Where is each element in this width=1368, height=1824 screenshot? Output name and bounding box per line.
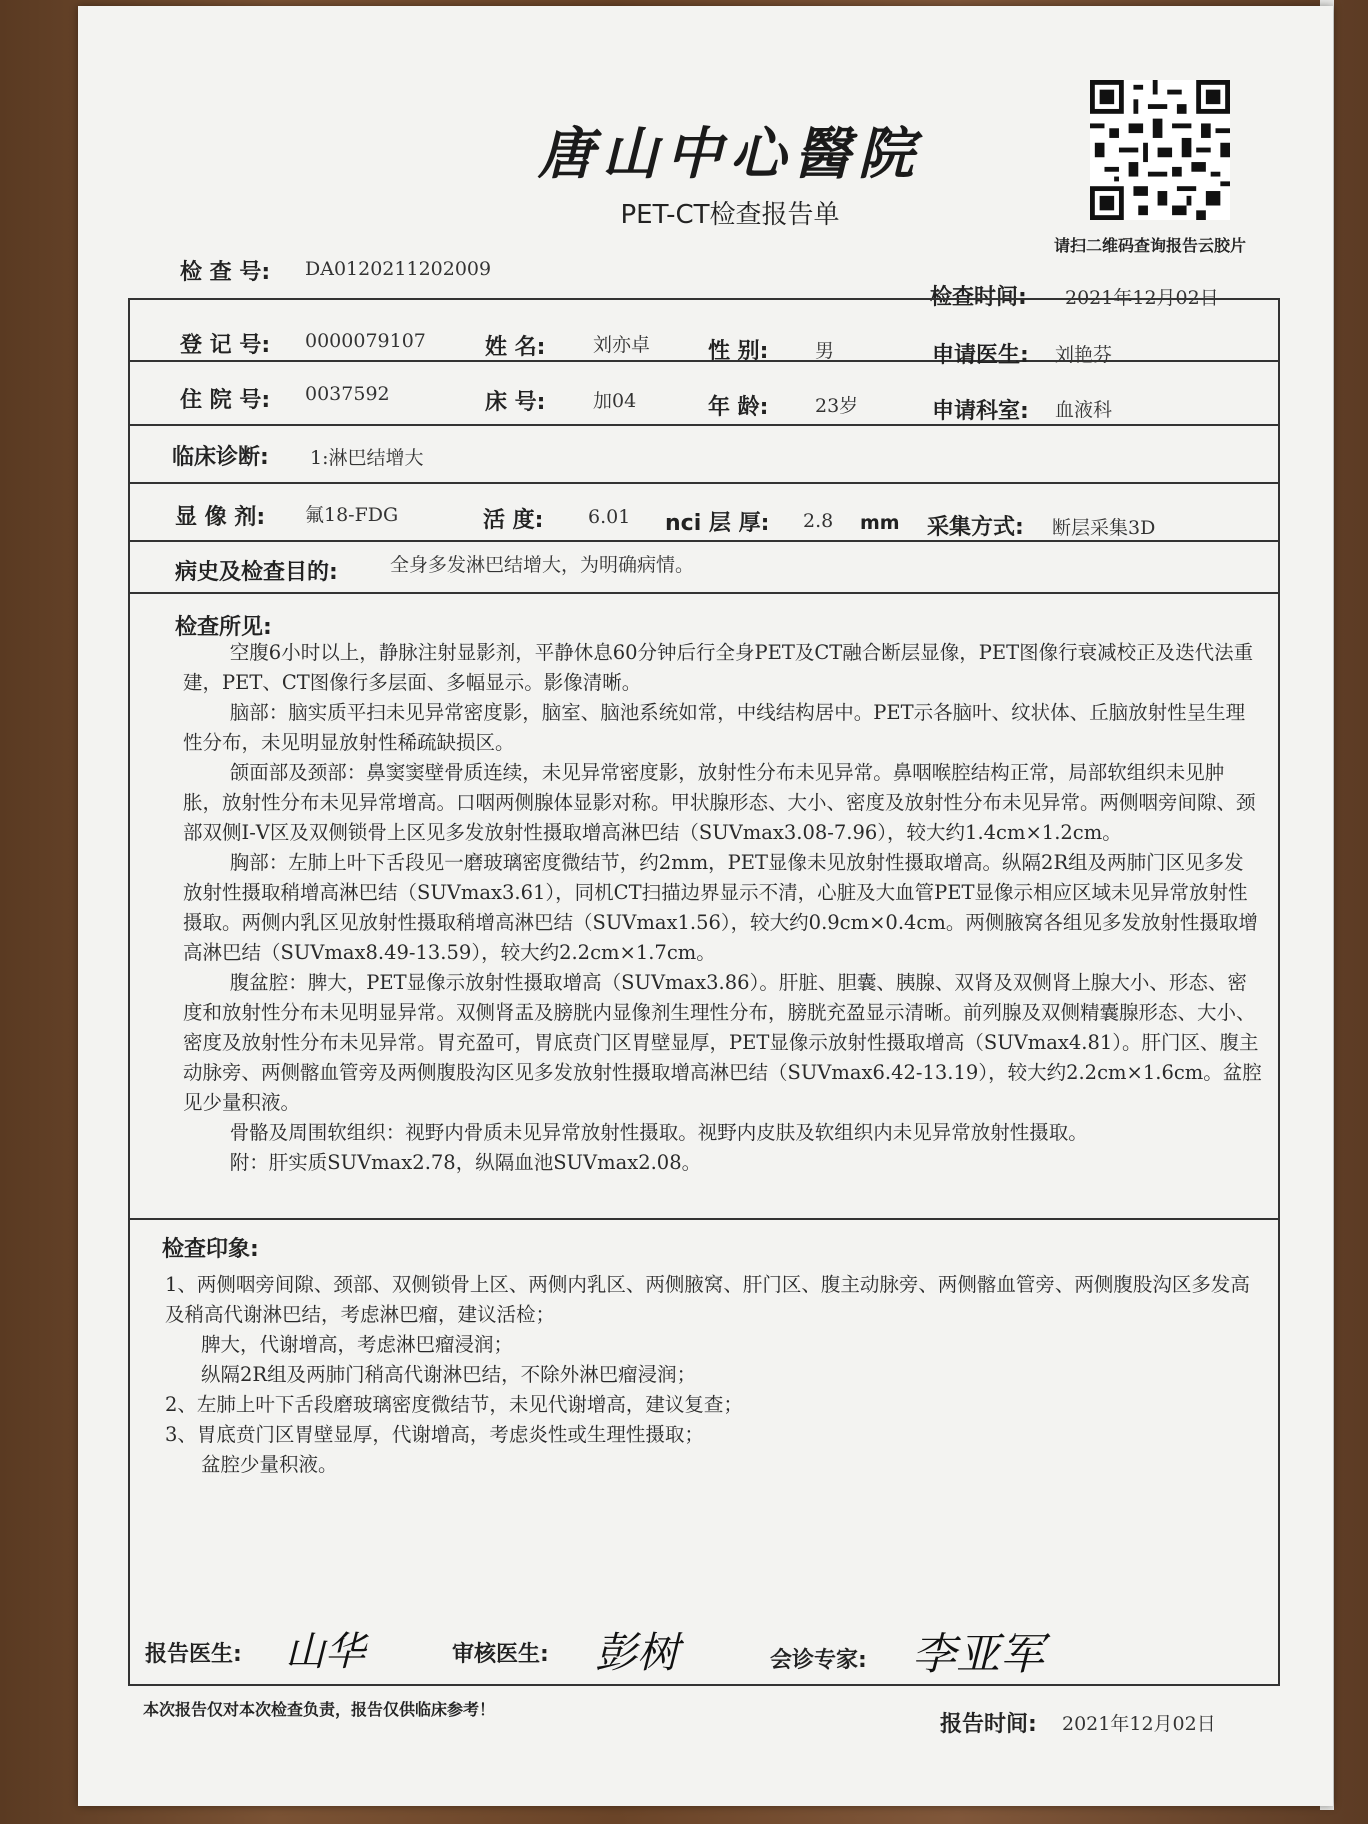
slice-unit: mm: [860, 512, 900, 534]
impression-item: 1、两侧咽旁间隙、颈部、双侧锁骨上区、两侧内乳区、两侧腋窝、肝门区、腹主动脉旁、两侧髂血管旁、两侧腹股沟区多发高及稍高代谢淋巴结，考虑淋巴瘤，建议活检；: [165, 1273, 1250, 1326]
qr-code-icon: [1090, 80, 1230, 220]
findings-label: 检查所见:: [175, 615, 272, 640]
review-doctor-label: 审核医生:: [452, 1642, 549, 1667]
finding-paragraph: 空腹6小时以上，静脉注射显影剂，平静休息60分钟后行全身PET及CT融合断层显像，PET图像行衰减校正及迭代法重建，PET、CT图像行多层面、多幅显示。影像清晰。: [183, 641, 1254, 694]
row-divider: [128, 540, 1280, 542]
slice-label: nci 层 厚:: [665, 511, 770, 536]
row-divider: [128, 482, 1280, 484]
impression-text: [165, 1270, 1265, 1480]
req-doctor-value: 刘艳芬: [1055, 344, 1113, 366]
report-doctor-label: 报告医生:: [145, 1642, 242, 1667]
diagnosis-label: 临床诊断:: [172, 445, 269, 470]
bed-no-value: 加04: [593, 390, 637, 412]
finding-paragraph: 腹盆腔：脾大，PET显像示放射性摄取增高（SUVmax3.86）。肝脏、胆囊、胰腺、双肾及双侧肾上腺大小、形态、密度和放射性分布未见明显异常。双侧肾盂及膀胱内显像剂生理性分布，膀胱充盈显示清晰。前列腺及双侧精囊腺形态、大小、密度及放射性分布未见异常。胃充盈可，胃底贲门区胃壁显厚，PET显像示放射性摄取增高（SUVmax4.81）。肝门区、腹主动脉旁、两侧髂血管旁及两侧腹股沟区见多发放射性摄取增高淋巴结（SUVmax6.42-13.19），较大约2.2cm×1.6cm。盆腔见少量积液。: [183, 971, 1262, 1114]
bed-no-label: 床 号:: [485, 390, 546, 415]
req-doctor-label: 申请医生:: [932, 343, 1029, 368]
report-doctor-signature: 山华: [285, 1629, 365, 1675]
reg-no-label: 登 记 号:: [180, 333, 271, 358]
history-value: 全身多发淋巴结增大，为明确病情。: [390, 554, 695, 576]
reg-no-value: 0000079107: [305, 330, 426, 352]
report-title: PET-CT检查报告单: [620, 200, 840, 230]
activity-label: 活 度:: [483, 508, 544, 533]
req-dept-value: 血液科: [1055, 399, 1113, 421]
hospital-name: 唐山中心醫院: [538, 121, 922, 187]
history-label: 病史及检查目的:: [175, 560, 338, 585]
name-value: 刘亦卓: [593, 334, 651, 356]
expert-signature: 李亚军: [912, 1629, 1044, 1680]
agent-value: 氟18-FDG: [305, 504, 399, 526]
exam-time-value: 2021年12月02日: [1065, 287, 1219, 309]
impression-item: 3、胃底贲门区胃壁显厚，代谢增高，考虑炎性或生理性摄取；: [165, 1423, 704, 1446]
activity-value: 6.01: [588, 506, 631, 528]
review-doctor-signature: 彭树: [595, 1628, 680, 1677]
inpatient-no-value: 0037592: [305, 383, 390, 405]
exam-no-value: DA0120211202009: [305, 258, 492, 280]
exam-time-label: 检查时间:: [930, 285, 1027, 310]
sex-value: 男: [815, 340, 835, 362]
sex-label: 性 别:: [708, 339, 769, 364]
acq-label: 采集方式:: [927, 515, 1024, 540]
finding-paragraph: 胸部：左肺上叶下舌段见一磨玻璃密度微结节，约2mm，PET显像未见放射性摄取增高。纵隔2R组及两肺门区见多发放射性摄取稍增高淋巴结（SUVmax3.61），同机CT扫描边界显示不清，心脏及大血管PET显像示相应区域未见异常放射性摄取。两侧内乳区见放射性摄取稍增高淋巴结（SUVmax1.56），较大约0.9cm×0.4cm。两侧腋窝各组见多发放射性摄取增高淋巴结（SUVmax8.49-13.59），较大约2.2cm×1.7cm。: [183, 851, 1258, 964]
acq-value: 断层采集3D: [1052, 517, 1156, 539]
impression-item: 脾大，代谢增高，考虑淋巴瘤浸润；: [201, 1333, 514, 1356]
finding-paragraph: 脑部：脑实质平扫未见异常密度影，脑室、脑池系统如常，中线结构居中。PET示各脑叶、纹状体、丘脑放射性呈生理性分布，未见明显放射性稀疏缺损区。: [183, 701, 1246, 754]
name-label: 姓 名:: [485, 335, 546, 360]
agent-label: 显 像 剂:: [175, 505, 266, 530]
finding-paragraph: 颌面部及颈部：鼻窦窦壁骨质连续，未见异常密度影，放射性分布未见异常。鼻咽喉腔结构正常，局部软组织未见肿胀，放射性分布未见异常增高。口咽两侧腺体显影对称。甲状腺形态、大小、密度及放射性分布未见异常。两侧咽旁间隙、颈部双侧Ⅰ-Ⅴ区及双侧锁骨上区见多发放射性摄取增高淋巴结（SUVmax3.08-7.96），较大约1.4cm×1.2cm。: [183, 761, 1256, 844]
inpatient-no-label: 住 院 号:: [180, 388, 271, 413]
finding-paragraph: 附：肝实质SUVmax2.78，纵隔血池SUVmax2.08。: [229, 1151, 702, 1174]
age-label: 年 龄:: [708, 395, 769, 420]
row-divider: [128, 1218, 1280, 1220]
exam-no-label: 检 查 号:: [180, 260, 271, 285]
req-dept-label: 申请科室:: [932, 399, 1029, 424]
slice-value: 2.8: [803, 510, 834, 532]
row-divider: [128, 424, 1280, 426]
impression-item: 纵隔2R组及两肺门稍高代谢淋巴结，不除外淋巴瘤浸润；: [201, 1363, 697, 1386]
row-divider: [128, 592, 1280, 594]
age-value: 23岁: [815, 395, 859, 417]
disclaimer: 本次报告仅对本次检查负责，报告仅供临床参考！: [143, 1700, 496, 1719]
report-time-label: 报告时间:: [940, 1712, 1037, 1737]
findings-text: [183, 638, 1263, 1178]
expert-label: 会诊专家:: [770, 1648, 867, 1673]
qr-note: 请扫二维码查询报告云胶片: [1053, 236, 1246, 255]
impression-label: 检查印象:: [162, 1237, 259, 1262]
report-time-value: 2021年12月02日: [1062, 1713, 1216, 1735]
finding-paragraph: 骨骼及周围软组织：视野内骨质未见异常放射性摄取。视野内皮肤及软组织内未见异常放射性摄取。: [229, 1121, 1088, 1144]
impression-item: 盆腔少量积液。: [201, 1453, 338, 1476]
diagnosis-value: 1:淋巴结增大: [310, 447, 424, 469]
impression-item: 2、左肺上叶下舌段磨玻璃密度微结节，未见代谢增高，建议复查；: [165, 1393, 743, 1416]
